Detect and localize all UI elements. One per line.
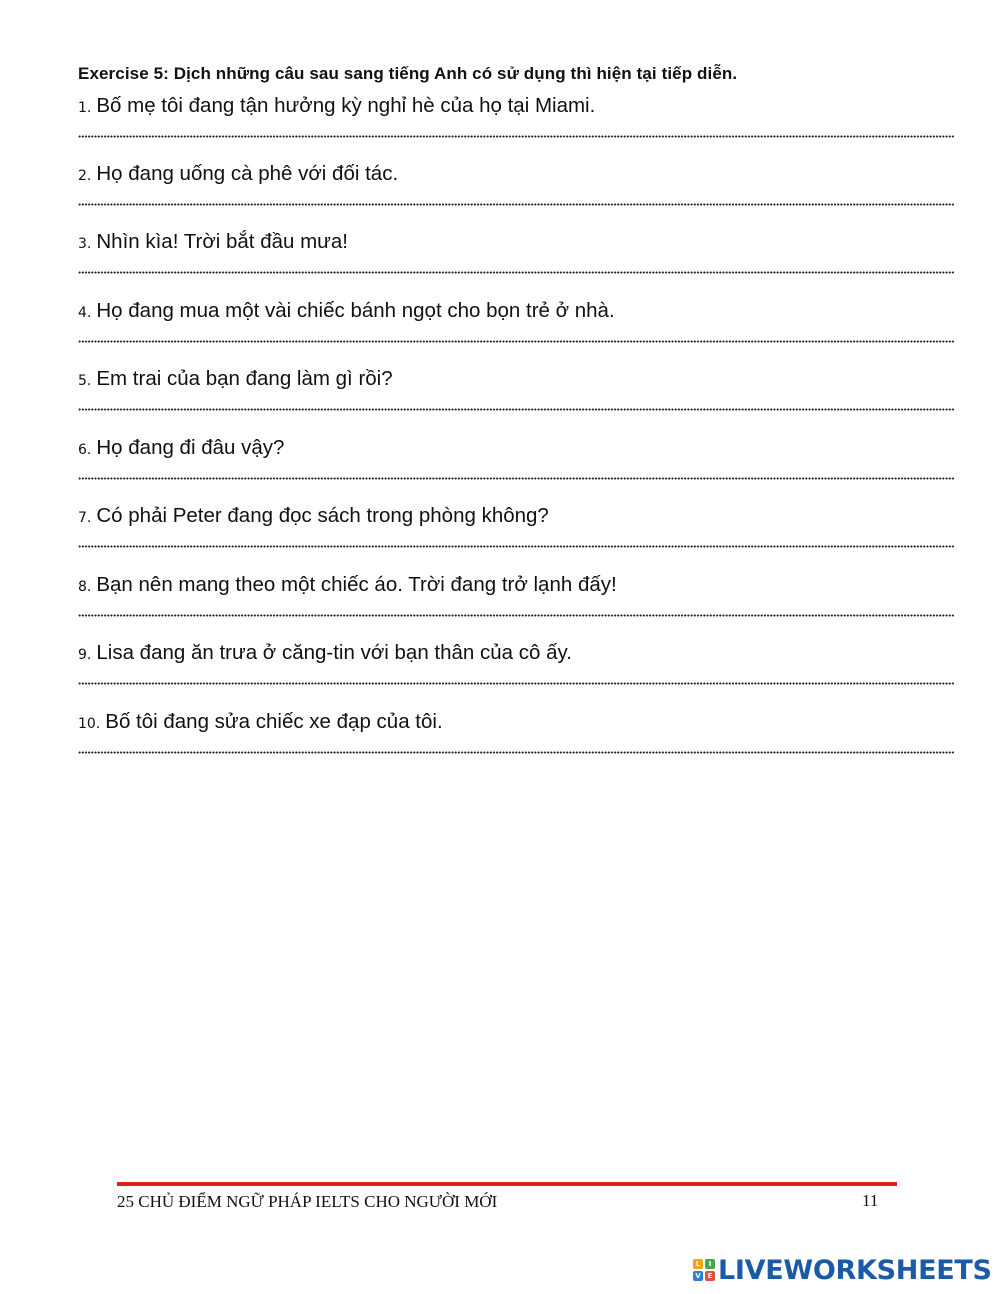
question-item	[78, 436, 954, 504]
question-text: Họ đang đi đâu vậy?	[96, 436, 285, 459]
liveworksheets-logo[interactable]	[693, 1252, 992, 1288]
question-text: Bố tôi đang sửa chiếc xe đạp của tôi.	[105, 710, 443, 733]
question-item	[78, 573, 954, 641]
question-number: 10.	[78, 716, 101, 732]
question-item	[78, 710, 954, 778]
answer-line[interactable]	[78, 477, 954, 480]
question-number: 5.	[78, 373, 92, 389]
question-item	[78, 94, 954, 162]
question-item	[78, 299, 954, 367]
question-number: 8.	[78, 579, 92, 595]
question-text: Em trai của bạn đang làm gì rồi?	[96, 367, 393, 390]
question-text: Có phải Peter đang đọc sách trong phòng không?	[96, 504, 549, 527]
footer-book-title: 25 CHỦ ĐIỂM NGỮ PHÁP IELTS CHO NGƯỜI MỚI	[117, 1192, 498, 1211]
question-text: Họ đang uống cà phê với đối tác.	[96, 162, 399, 185]
question-text: Nhìn kìa! Trời bắt đầu mưa!	[96, 230, 348, 253]
question-number: 6.	[78, 442, 92, 458]
question-number: 7.	[78, 510, 92, 526]
exercise-heading: Exercise 5: Dịch những câu sau sang tiếng Anh có sử dụng thì hiện tại tiếp diễn.	[78, 64, 738, 83]
answer-line[interactable]	[78, 408, 954, 411]
question-item	[78, 230, 954, 298]
answer-line[interactable]	[78, 340, 954, 343]
question-item	[78, 504, 954, 572]
footer-divider	[117, 1182, 897, 1186]
question-number: 3.	[78, 236, 92, 252]
question-number: 9.	[78, 647, 92, 663]
answer-line[interactable]	[78, 751, 954, 754]
logo-tile: L	[693, 1259, 703, 1269]
question-item	[78, 162, 954, 230]
logo-tile: E	[705, 1271, 715, 1281]
logo-tile: V	[693, 1271, 703, 1281]
question-item	[78, 367, 954, 435]
answer-line[interactable]	[78, 271, 954, 274]
question-number: 1.	[78, 100, 92, 116]
answer-line[interactable]	[78, 545, 954, 548]
liveworksheets-wordmark: LIVEWORKSHEETS	[718, 1254, 992, 1286]
answer-line[interactable]	[78, 135, 954, 138]
question-text: Lisa đang ăn trưa ở căng-tin với bạn thân của cô ấy.	[96, 641, 572, 664]
logo-tile: I	[705, 1259, 715, 1269]
question-item	[78, 641, 954, 709]
answer-line[interactable]	[78, 614, 954, 617]
footer-page-number: 11	[862, 1191, 879, 1210]
answer-line[interactable]	[78, 203, 954, 206]
answer-line[interactable]	[78, 682, 954, 685]
question-text: Bạn nên mang theo một chiếc áo. Trời đang trở lạnh đấy!	[96, 573, 617, 596]
question-text: Bố mẹ tôi đang tận hưởng kỳ nghỉ hè của họ tại Miami.	[96, 94, 596, 117]
question-text: Họ đang mua một vài chiếc bánh ngọt cho bọn trẻ ở nhà.	[96, 299, 615, 322]
question-number: 2.	[78, 168, 92, 184]
liveworksheets-icon	[693, 1259, 715, 1281]
question-number: 4.	[78, 305, 92, 321]
